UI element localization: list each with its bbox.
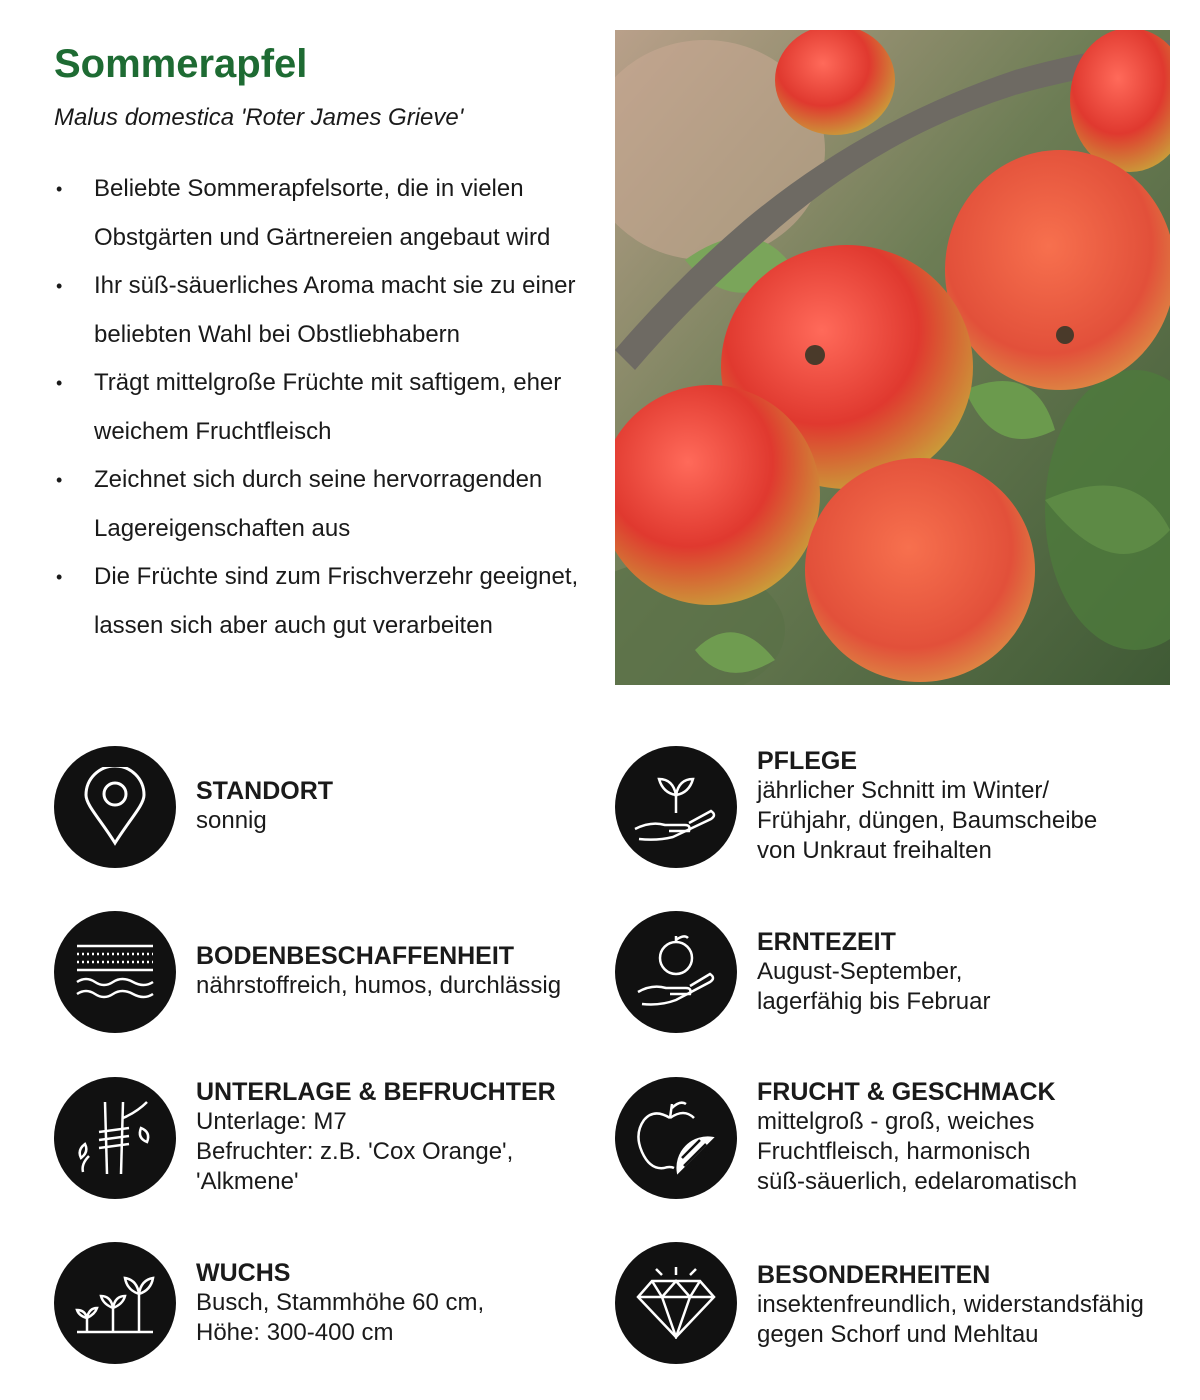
list-item: • Ihr süß-säuerliches Aroma macht sie zu einer beliebten Wahl bei Obstliebhabern	[56, 272, 576, 348]
feature-frucht-geschmack	[615, 1077, 1175, 1207]
feature-heading: BODENBESCHAFFENHEIT	[196, 942, 515, 970]
feature-heading: ERNTEZEIT	[757, 928, 896, 956]
feature-value: August-September, lagerfähig bis Februar	[757, 958, 991, 1015]
apple-orange-icon	[615, 1077, 737, 1199]
botanical-name: Malus domestica 'Roter James Grieve'	[54, 104, 464, 131]
soil-layers-icon	[54, 911, 176, 1033]
feature-besonderheiten	[615, 1242, 1175, 1372]
feature-heading: STANDORT	[196, 777, 334, 805]
hand-seedling-icon	[615, 746, 737, 868]
feature-value: mittelgroß - groß, weiches Fruchtfleisch, harmonisch süß-säuerlich, edelaromatisch	[757, 1108, 1078, 1195]
feature-erntezeit	[615, 911, 1175, 1041]
feature-pflege	[615, 746, 1175, 876]
seedlings-growth-icon	[54, 1242, 176, 1364]
diamond-icon	[615, 1242, 737, 1364]
list-item: • Trägt mittelgroße Früchte mit saftigem, eher weichem Fruchtfleisch	[56, 369, 562, 445]
feature-heading: FRUCHT & GESCHMACK	[757, 1078, 1056, 1106]
feature-value: jährlicher Schnitt im Winter/ Frühjahr, düngen, Baumscheibe von Unkraut freihalten	[757, 777, 1098, 864]
feature-value: Busch, Stammhöhe 60 cm, Höhe: 300-400 cm	[196, 1289, 485, 1346]
feature-bodenbeschaffenheit	[54, 911, 614, 1041]
list-item: • Zeichnet sich durch seine hervorragenden Lagereigenschaften aus	[56, 466, 543, 542]
feature-unterlage-befruchter	[54, 1077, 614, 1207]
hand-fruit-icon	[615, 911, 737, 1033]
feature-heading: PFLEGE	[757, 747, 858, 775]
apple-tree-photo	[615, 30, 1170, 685]
feature-bullet-list	[54, 165, 604, 650]
feature-standort	[54, 746, 614, 876]
graft-icon	[54, 1077, 176, 1199]
list-item: • Beliebte Sommerapfelsorte, die in vielen Obstgärten und Gärtnereien angebaut wird	[56, 175, 551, 251]
feature-wuchs	[54, 1242, 614, 1372]
feature-value: nährstoffreich, humos, durchlässig	[196, 972, 562, 999]
page-title: Sommerapfel	[54, 42, 308, 86]
feature-heading: WUCHS	[196, 1259, 291, 1287]
feature-value: sonnig	[196, 807, 267, 834]
feature-value: Unterlage: M7 Befruchter: z.B. 'Cox Orange', 'Alkmene'	[196, 1108, 514, 1195]
feature-value: insektenfreundlich, widerstandsfähig gegen Schorf und Mehltau	[757, 1291, 1144, 1348]
location-pin-icon	[54, 746, 176, 868]
feature-heading: UNTERLAGE & BEFRUCHTER	[196, 1078, 556, 1106]
feature-heading: BESONDERHEITEN	[757, 1261, 991, 1289]
list-item: • Die Früchte sind zum Frischverzehr geeignet, lassen sich aber auch gut verarbeiten	[56, 563, 579, 639]
